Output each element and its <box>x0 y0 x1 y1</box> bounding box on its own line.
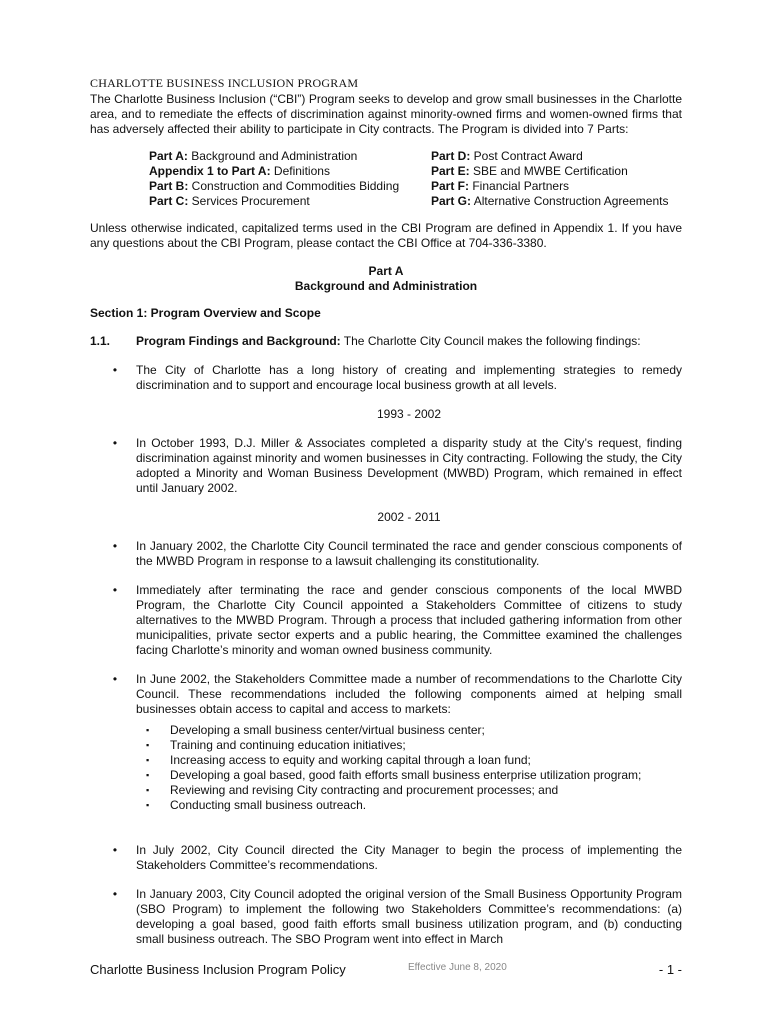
sub-list-item: ▪ Increasing access to equity and working capital through a loan fund; <box>136 753 682 768</box>
part-item: Part B: Construction and Commodities Bidding <box>149 179 400 193</box>
part-item: Part C: Services Procurement <box>149 194 310 208</box>
square-bullet-icon: ▪ <box>146 740 150 750</box>
part-item: Appendix 1 to Part A: Definitions <box>149 164 330 178</box>
subsection-number: 1.1. <box>90 334 111 348</box>
subsection-text: The Charlotte City Council makes the following findings: <box>340 334 641 348</box>
bullet-icon: • <box>112 843 118 857</box>
intro-paragraph: The Charlotte Business Inclusion (“CBI”) Program seeks to develop and grow small businesses in the Charlotte area, and to remediate the effects of discrimination against minority-owned firms and women-owned firms that has adversely affected their ability to participate in City contracts. The Program is divided into 7 Parts: <box>90 92 682 136</box>
part-subheading: Background and Administration <box>294 279 478 293</box>
square-bullet-icon: ▪ <box>146 755 150 765</box>
section-heading: Section 1: Program Overview and Scope <box>90 306 321 320</box>
page-number: - 1 - <box>658 962 682 977</box>
part-item: Part D: Post Contract Award <box>431 149 583 163</box>
list-item: • The City of Charlotte has a long history of creating and implementing strategies to remedy discrimination and to support and encourage local business growth at all levels. <box>90 363 682 393</box>
footer-title: Charlotte Business Inclusion Program Policy <box>90 962 346 977</box>
square-bullet-icon: ▪ <box>146 725 150 735</box>
year-range-heading: 2002 - 2011 <box>377 510 441 524</box>
part-item: Part G: Alternative Construction Agreements <box>431 194 669 208</box>
list-item: • Immediately after terminating the race and gender conscious components of the local MWBD Program, the Charlotte City Council appointed a Stakeholders Committee of citizens to study alternatives to the MWBD Program. Through a process that included gathering information from other municipalities, private sector experts and a public hearing, the Committee examined the challenges facing Charlotte’s minority and woman owned business community. <box>90 583 682 658</box>
list-item: • In January 2002, the Charlotte City Council terminated the race and gender conscious components of the MWBD Program in response to a lawsuit challenging its constitutionality. <box>90 539 682 569</box>
sub-list-item: ▪ Developing a goal based, good faith efforts small business enterprise utilization program; <box>136 768 682 783</box>
bullet-icon: • <box>112 539 118 553</box>
bullet-icon: • <box>112 583 118 597</box>
bullet-icon: • <box>112 887 118 901</box>
list-item: • In June 2002, the Stakeholders Committee made a number of recommendations to the Charlotte City Council. These recommendations included the following components aimed at helping small businesses obtain access to capital and access to markets: ▪ Developing a small business center/virtual business center; ▪ Training and continuing education initiatives; ▪ Increasing access to equity and working capital through a loan fund; ▪ Developing a goal based, good faith efforts small business enterprise utilization program; ▪ Reviewing and revising City contracting and procurement processes; and ▪ Conducting small business outreach. <box>90 672 682 813</box>
square-bullet-icon: ▪ <box>146 800 150 810</box>
square-bullet-icon: ▪ <box>146 770 150 780</box>
sub-bullet-list <box>136 723 682 813</box>
list-item: • In January 2003, City Council adopted the original version of the Small Business Opportunity Program (SBO Program) to implement the following two Stakeholders Committee’s recommendations: (a) developing a goal based, good faith efforts small business utilization program, and (b) conducting small business outreach. The SBO Program went into effect in March <box>90 887 682 947</box>
parts-right-column <box>431 149 668 209</box>
part-item: Part F: Financial Partners <box>431 179 570 193</box>
year-range-heading: 1993 - 2002 <box>376 407 442 421</box>
part-item: Part A: Background and Administration <box>149 149 358 163</box>
parts-list <box>149 149 682 209</box>
square-bullet-icon: ▪ <box>146 785 150 795</box>
subsection-1-1 <box>90 334 682 349</box>
sub-list-item: ▪ Training and continuing education initiatives; <box>136 738 682 753</box>
list-item: • In July 2002, City Council directed the City Manager to begin the process of implementing the Stakeholders Committee’s recommendations. <box>90 843 682 873</box>
sub-list-item: ▪ Developing a small business center/virtual business center; <box>136 723 682 738</box>
footer-effective-date: Effective June 8, 2020 <box>408 962 507 973</box>
bullet-icon: • <box>112 436 118 450</box>
sub-list-item: ▪ Conducting small business outreach. <box>136 798 682 813</box>
part-heading: Part A <box>368 264 404 278</box>
bullet-icon: • <box>112 672 118 686</box>
parts-left-column <box>149 149 431 209</box>
document-title: CHARLOTTE BUSINESS INCLUSION PROGRAM <box>90 76 359 90</box>
document-page <box>90 76 682 961</box>
list-item: • In October 1993, D.J. Miller & Associates completed a disparity study at the City’s request, finding discrimination against minority and women businesses in City contracting. Following the study, the City adopted a Minority and Woman Business Development (MWBD) Program, which remained in effect until January 2002. <box>90 436 682 496</box>
page-footer <box>90 962 682 980</box>
part-item: Part E: SBE and MWBE Certification <box>431 164 628 178</box>
subsection-label: Program Findings and Background: <box>136 334 341 348</box>
sub-list-item: ▪ Reviewing and revising City contracting and procurement processes; and <box>136 783 682 798</box>
definitions-paragraph: Unless otherwise indicated, capitalized terms used in the CBI Program are defined in Appendix 1. If you have any questions about the CBI Program, please contact the CBI Office at 704-336-3380. <box>90 221 682 250</box>
bullet-icon: • <box>112 363 118 377</box>
